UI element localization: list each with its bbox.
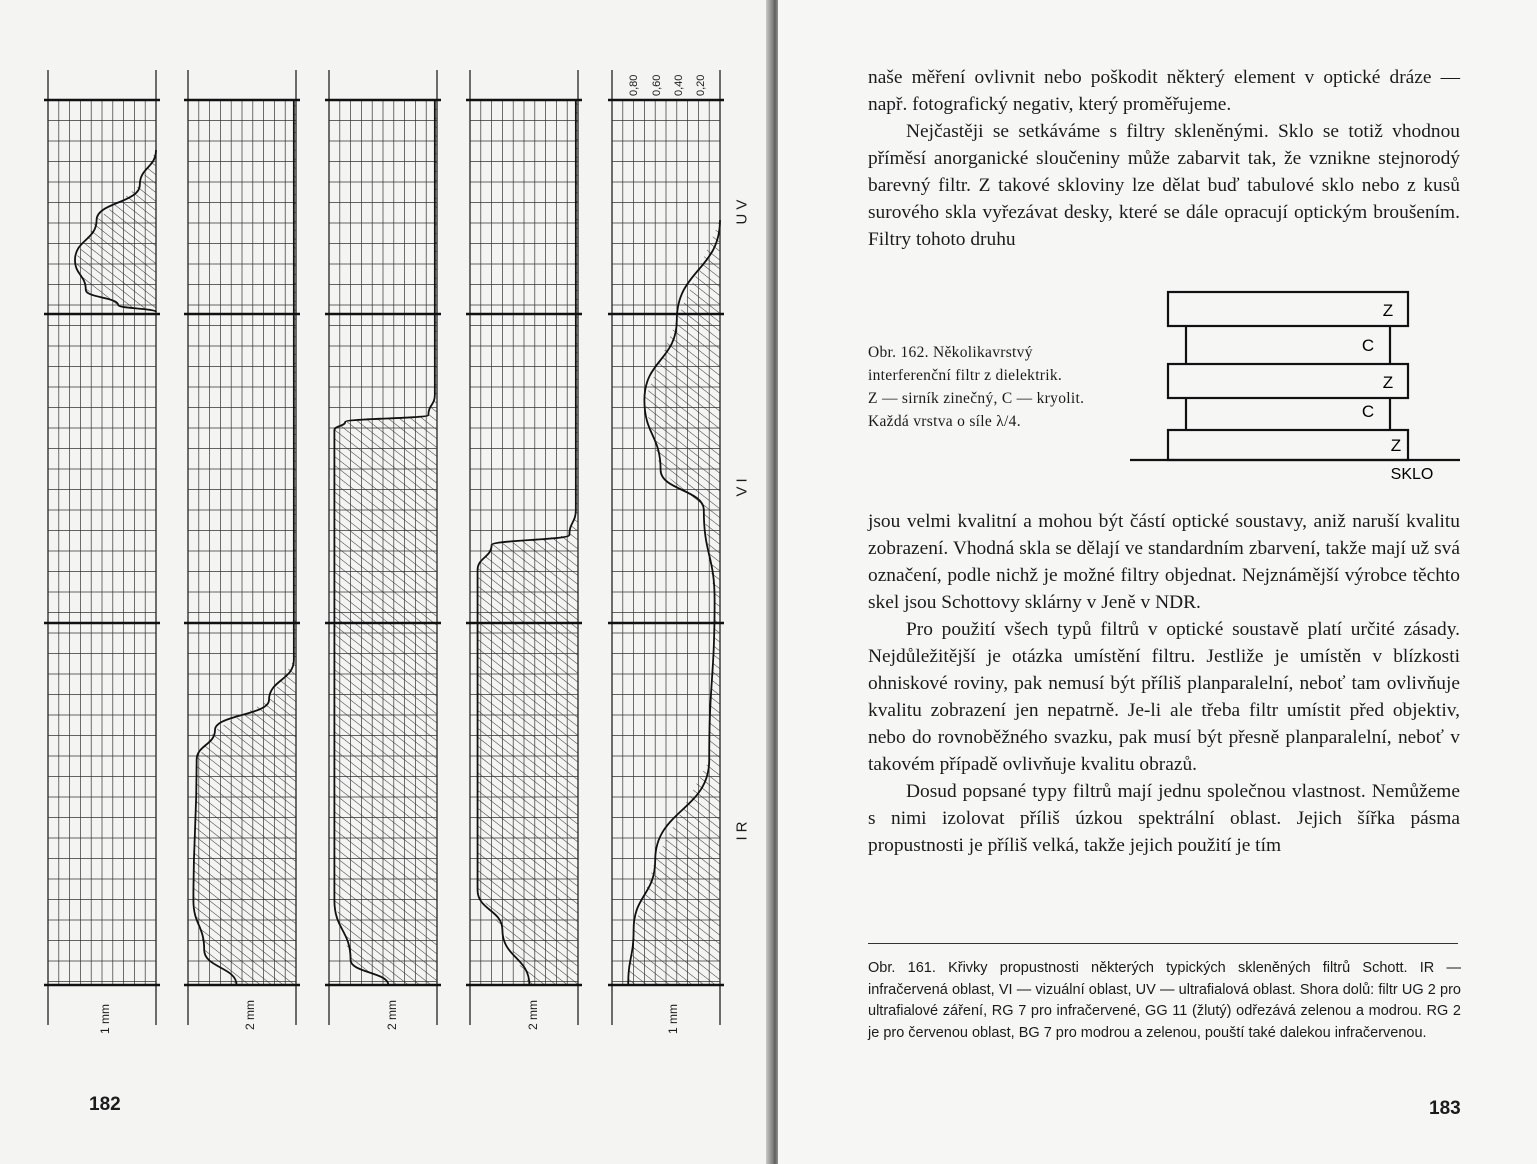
base-label-sklo: SKLO [1390,466,1434,483]
paragraph-3: jsou velmi kvalitní a mohou být částí optické soustavy, aniž naruší kvalitu zobrazení. Vhodná skla se dělají ve standardním zbarvení, takže mají už svá označení, podle nichž je možné filtry objednat. Nejznámější výrobce těchto skel jsou Schottovy sklárny v Jeně v NDR. [868,511,1460,613]
page-number-left: 182 [89,1094,121,1115]
chart-4-hatch [478,100,578,985]
fig162-caption-line1: Obr. 162. Několikavrstvý interferenční filtr z dielektrik. [868,344,1063,384]
body-text-top [868,64,1460,253]
fig162-caption-line2: Z — sirník zinečný, C — kryolit. Každá vrstva o síle λ/4. [868,390,1085,430]
layer-label-4: C [1361,402,1375,421]
scale-tick-020: 0,20 [695,74,707,96]
body-text-main [868,508,1460,859]
region-label-uv: UV [733,195,751,225]
chart-2-hatch [193,100,296,985]
paragraph-5: Dosud popsané typy filtrů mají jednu společnou vlastnost. Nemůžeme s nimi izolovat příliš úzkou spektrální oblast. Jejich šířka pásma propustnosti je příliš velká, takže jejich použití je tím [868,781,1460,856]
scale-tick-040: 0,40 [673,74,685,96]
chart-5-thickness-label: 1 mm [666,1004,680,1034]
region-label-vi: VI [733,474,751,497]
chart-3 [325,70,441,1025]
chart-4 [466,70,582,1025]
chart-2-thickness-label: 2 mm [243,1000,257,1030]
layer-label-1: Z [1382,301,1394,320]
fig162-caption [868,341,1085,433]
chart-3-hatch [334,100,437,985]
paragraph-1: naše měření ovlivnit nebo poškodit některý element v optické dráze — např. fotografický negativ, který proměřujeme. [868,67,1460,115]
region-label-ir: IR [733,817,751,841]
layer-label-2: C [1361,336,1375,355]
paragraph-2: Nejčastěji se setkáváme s filtry skleněnými. Sklo se totiž vhodnou příměsí anorganické sloučeniny může zabarvit tak, že vznikne stejnorodý barevný filtr. Z takové skloviny lze dělat buď tabulové sklo nebo z kusů surového skla vyřezávat desky, které se dále opracují optickým broušením. Filtry tohoto druhu [868,121,1460,250]
chart-1-thickness-label: 1 mm [98,1004,112,1034]
paragraph-4: Pro použití všech typů filtrů v optické soustavě platí určité zásady. Nejdůležitější je otázka umístění filtru. Jestliže je umístěn v blízkosti ohniskové roviny, pak nemusí být příliš planparalelní, neboť tam ovlivňuje kvalitu zobrazení jen nepatrně. Je-li ale třeba filtr umístit před objektiv, nebo do rovnoběžného svazku, pak musí být přesně planparalelní, neboť v takovém případě ovlivňuje kvalitu obrazů. [868,619,1460,775]
chart-5 [608,70,724,1025]
footnote-rule [868,943,1458,944]
chart-1 [44,70,160,1025]
chart-1-hatch [75,100,156,985]
scale-tick-080: 0,80 [628,74,640,96]
scale-tick-060: 0,60 [651,74,663,96]
page-number-right: 183 [1429,1098,1461,1119]
fig162-layer-diagram [1130,284,1460,484]
chart-2 [184,70,300,1025]
layer-label-3: Z [1382,373,1394,392]
chart-3-thickness-label: 2 mm [385,1000,399,1030]
fig161-caption: Obr. 161. Křivky propustnosti některých typických skleněných filtrů Schott. IR — infračervená oblast, VI — vizuální oblast, UV — ultrafialová oblast. Shora dolů: filtr UG 2 pro ultrafialové záření, RG 7 pro infračervené, GG 11 (žlutý) odřezává zelenou a modrou. RG 2 je pro červenou oblast, BG 7 pro modrou a zelenou, pouští také dalekou infračervenou. [868,960,1461,1041]
chart-4-thickness-label: 2 mm [526,1000,540,1030]
layer-label-5: Z [1390,436,1402,455]
